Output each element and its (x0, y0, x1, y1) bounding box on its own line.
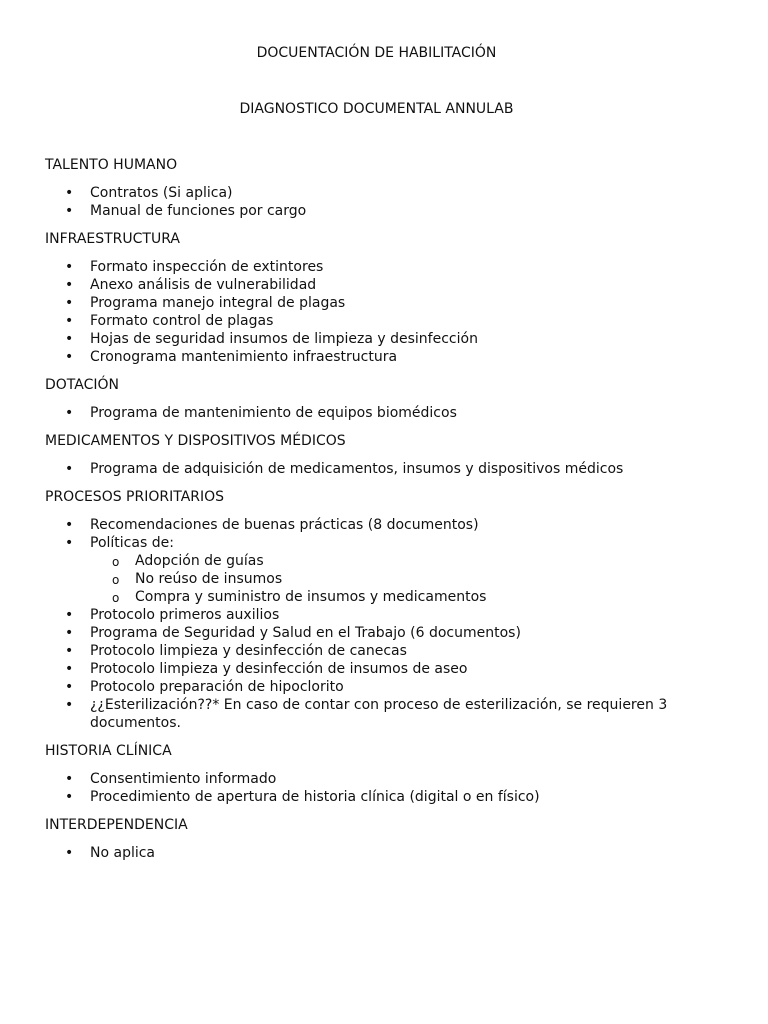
section-heading: PROCESOS PRIORITARIOS (45, 489, 225, 505)
bullet-list (45, 516, 708, 732)
sub-list-item: o No reúso de insumos (90, 570, 708, 588)
list-item-text: Contratos (Si aplica) (90, 185, 233, 201)
list-item (45, 770, 708, 788)
sections-container (45, 156, 708, 862)
section (45, 432, 708, 478)
list-item-text: Programa de mantenimiento de equipos biomédicos (90, 405, 457, 421)
bullet-list (45, 184, 708, 220)
list-item (45, 294, 708, 312)
list-item-text: Cronograma mantenimiento infraestructura (90, 349, 398, 365)
list-item (45, 460, 708, 478)
list-item (45, 330, 708, 348)
list-item (45, 788, 708, 806)
list-item-text: Programa de Seguridad y Salud en el Trabajo (6 documentos) (90, 625, 521, 641)
section-heading: INTERDEPENDENCIA (45, 817, 188, 833)
list-item (45, 606, 708, 624)
section (45, 488, 708, 732)
list-item-text: Programa manejo integral de plagas (90, 295, 346, 311)
bullet-list (45, 844, 708, 862)
list-item (45, 348, 708, 366)
list-item-text: ¿¿Esterilización??* En caso de contar con proceso de esterilización, se requieren 3 documentos. (90, 697, 668, 731)
bullet-list (45, 258, 708, 366)
list-item-text: Formato inspección de extintores (90, 259, 324, 275)
list-item (45, 534, 708, 606)
document-title: DOCUENTACIÓN DE HABILITACIÓN (256, 45, 497, 61)
list-item (45, 678, 708, 696)
list-item (45, 276, 708, 294)
list-item (45, 258, 708, 276)
list-item-text: Anexo análisis de vulnerabilidad (90, 277, 317, 293)
list-item-text: Recomendaciones de buenas prácticas (8 documentos) (90, 517, 479, 533)
sub-list-item: o Compra y suministro de insumos y medicamentos (90, 588, 708, 606)
list-item-text: Protocolo primeros auxilios (90, 607, 280, 623)
list-item-text: Manual de funciones por cargo (90, 203, 307, 219)
list-item-text: Protocolo limpieza y desinfección de insumos de aseo (90, 661, 468, 677)
list-item-text: Protocolo limpieza y desinfección de canecas (90, 643, 407, 659)
bullet-list (45, 460, 708, 478)
list-item-text: No aplica (90, 845, 156, 861)
list-item (45, 696, 708, 732)
list-item-text: Programa de adquisición de medicamentos, insumos y dispositivos médicos (90, 461, 624, 477)
section-heading: HISTORIA CLÍNICA (45, 743, 172, 759)
list-item-text: Formato control de plagas (90, 313, 274, 329)
list-item-text: Protocolo preparación de hipoclorito (90, 679, 344, 695)
list-item-text: Consentimiento informado (90, 771, 277, 787)
list-item-text: Hojas de seguridad insumos de limpieza y desinfección (90, 331, 478, 347)
list-item (45, 660, 708, 678)
section (45, 156, 708, 220)
list-item (45, 404, 708, 422)
document-subtitle: DIAGNOSTICO DOCUMENTAL ANNULAB (239, 101, 514, 117)
section (45, 376, 708, 422)
sub-bullet-list (90, 552, 708, 606)
section-heading: MEDICAMENTOS Y DISPOSITIVOS MÉDICOS (45, 433, 346, 449)
list-item (45, 516, 708, 534)
list-item (45, 202, 708, 220)
list-item-text: Procedimiento de apertura de historia clínica (digital o en físico) (90, 789, 540, 805)
bullet-list (45, 770, 708, 806)
list-item (45, 844, 708, 862)
list-item (45, 624, 708, 642)
section-heading: INFRAESTRUCTURA (45, 231, 180, 247)
list-item (45, 312, 708, 330)
section (45, 742, 708, 806)
section-heading: DOTACIÓN (45, 377, 119, 393)
bullet-list (45, 404, 708, 422)
list-item (45, 642, 708, 660)
list-item-text: Políticas de: (90, 535, 174, 551)
section (45, 230, 708, 366)
sub-list-item: o Adopción de guías (90, 552, 708, 570)
section (45, 816, 708, 862)
list-item (45, 184, 708, 202)
section-heading: TALENTO HUMANO (45, 157, 178, 173)
